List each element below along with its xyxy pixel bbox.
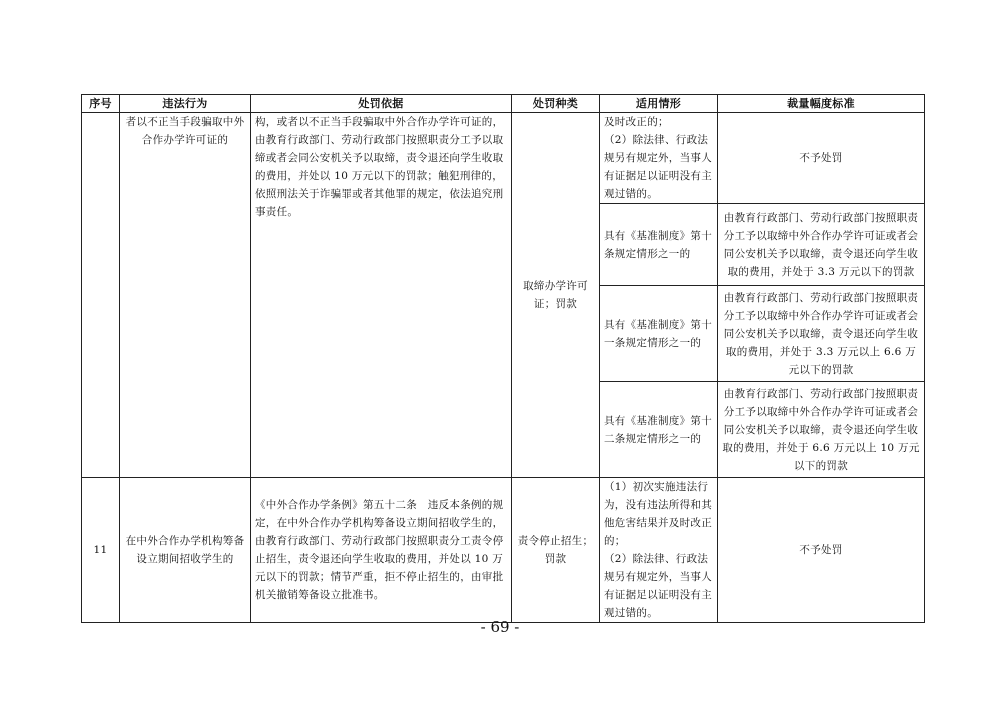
- standard-cell: 由教育行政部门、劳动行政部门按照职责分工予以取缔中外合作办学许可证或者会同公安机关予以取缔，责令退还向学生收取的费用，并处于 3.3 万元以下的罚款: [718, 204, 925, 286]
- situation-cell: 具有《基准制度》第十条规定情形之一的: [600, 204, 718, 286]
- header-violation: 违法行为: [120, 95, 251, 113]
- penalty-type-cell: 取缔办学许可证；罚款: [512, 113, 600, 478]
- situation-cell: （1）初次实施违法行为，没有违法所得和其他危害结果并及时改正的； （2）除法律、行政法规另有规定外，当事人有证据足以证明没有主观过错的。: [600, 478, 718, 623]
- situation-cell: 具有《基准制度》第十二条规定情形之一的: [600, 382, 718, 478]
- violation-cell: 者以不正当手段骗取中外合作办学许可证的: [120, 113, 251, 478]
- header-basis: 处罚依据: [251, 95, 512, 113]
- standard-cell: 不予处罚: [718, 478, 925, 623]
- penalty-type-cell: 责令停止招生；罚款: [512, 478, 600, 623]
- header-standard: 裁量幅度标准: [718, 95, 925, 113]
- table-row: [82, 478, 925, 623]
- penalty-table: [81, 94, 925, 623]
- table-header-row: [82, 95, 925, 113]
- serial-cell: 11: [82, 478, 120, 623]
- situation-cell: 及时改正的； （2）除法律、行政法规另有规定外，当事人有证据足以证明没有主观过错的。: [600, 113, 718, 204]
- header-situation: 适用情形: [600, 95, 718, 113]
- table-row: [82, 113, 925, 204]
- violation-cell: 在中外合作办学机构筹备设立期间招收学生的: [120, 478, 251, 623]
- standard-cell: 由教育行政部门、劳动行政部门按照职责分工予以取缔中外合作办学许可证或者会同公安机关予以取缔，责令退还向学生收取的费用，并处于 6.6 万元以上 10 万元以下的罚款: [718, 382, 925, 478]
- basis-cell: 构，或者以不正当手段骗取中外合作办学许可证的，由教育行政部门、劳动行政部门按照职责分工予以取缔或者会同公安机关予以取缔，责令退还向学生收取的费用，并处以 10 万元以下的罚款；触犯刑律的，依照刑法关于诈骗罪或者其他罪的规定，依法追究刑事责任。: [251, 113, 512, 478]
- header-serial: 序号: [82, 95, 120, 113]
- situation-cell: 具有《基准制度》第十一条规定情形之一的: [600, 286, 718, 382]
- header-penalty-type: 处罚种类: [512, 95, 600, 113]
- standard-cell: 由教育行政部门、劳动行政部门按照职责分工予以取缔中外合作办学许可证或者会同公安机关予以取缔，责令退还向学生收取的费用，并处于 3.3 万元以上 6.6 万元以下的罚款: [718, 286, 925, 382]
- standard-cell: 不予处罚: [718, 113, 925, 204]
- page-number: - 69 -: [480, 618, 520, 636]
- serial-cell: [82, 113, 120, 478]
- basis-cell: 《中外合作办学条例》第五十二条 违反本条例的规定，在中外合作办学机构筹备设立期间招收学生的，由教育行政部门、劳动行政部门按照职责分工责令停止招生，责令退还向学生收取的费用，并处以 10 万元以下的罚款；情节严重，拒不停止招生的，由审批机关撤销筹备设立批准书。: [251, 478, 512, 623]
